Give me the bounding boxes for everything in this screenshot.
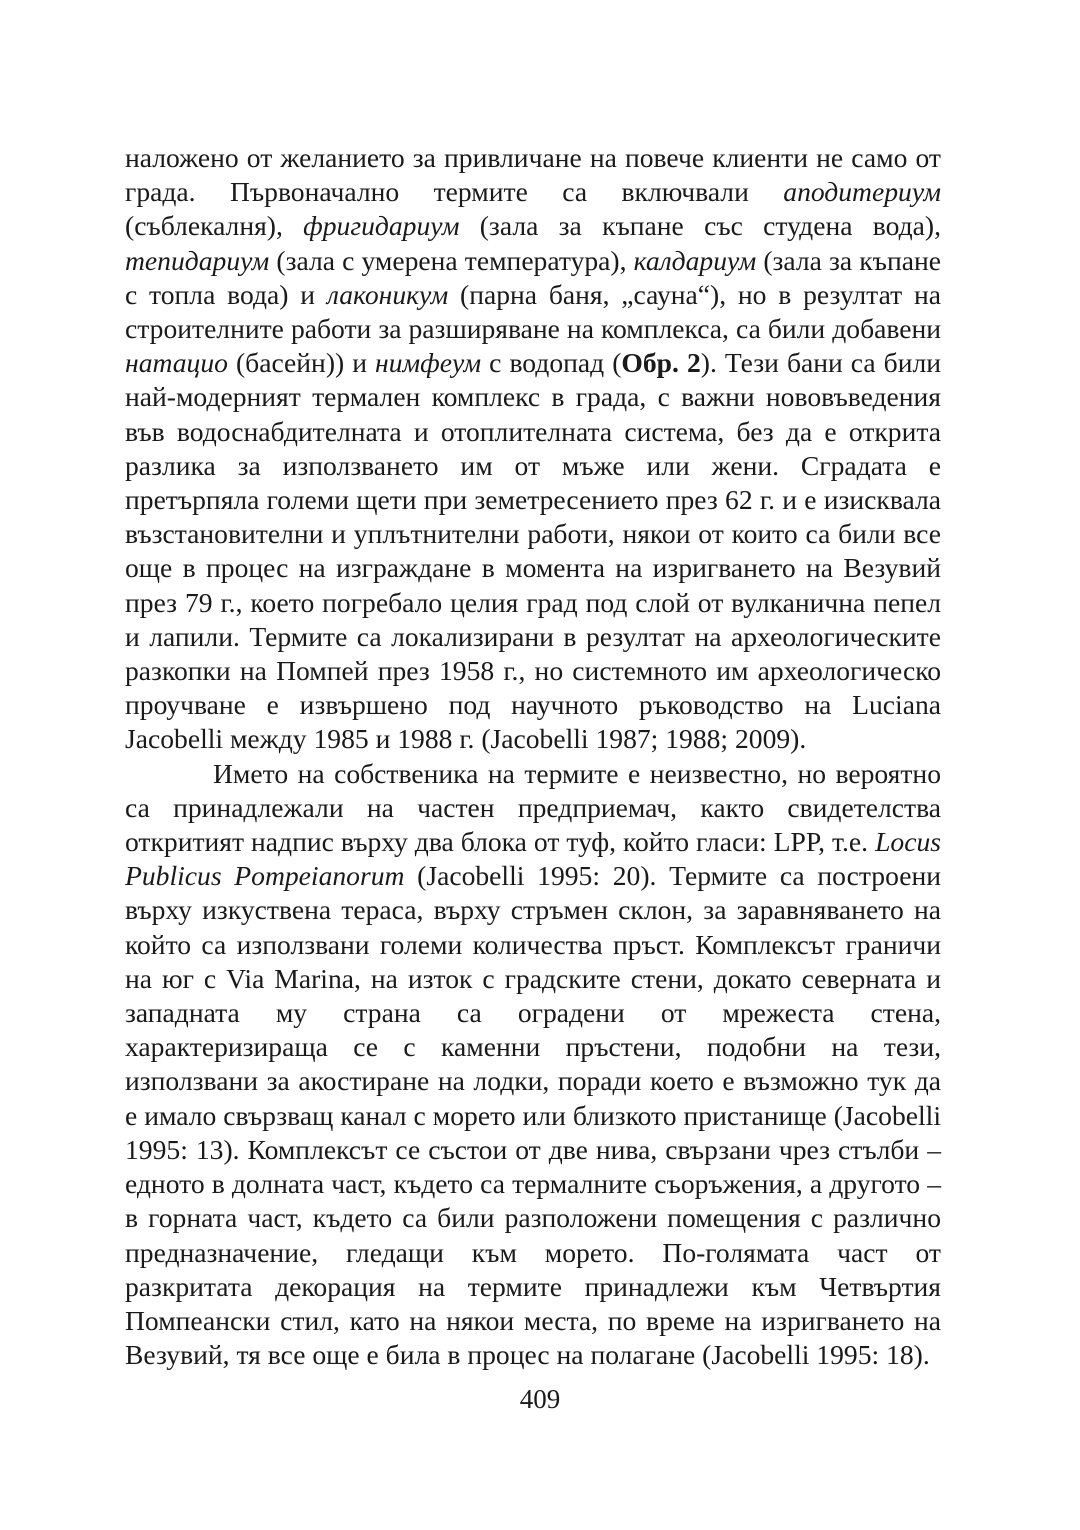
italic-term: калдариум [633,244,757,276]
text-run: (зала за къпане със студена вода), [459,210,941,242]
italic-term: натацио [125,347,228,379]
body-text [125,141,941,1372]
italic-term: лаконикум [326,278,449,310]
text-run: с водопад ( [481,347,622,379]
text-run: (парна баня, „сауна“), но в резултат на строителните работи за разширяване на комплекса, са били добавени [125,278,941,345]
italic-term: нимфеум [375,347,482,379]
text-run: (Jacobelli 1995: 20). Термите са построени върху изкуствена тераса, върху стръмен склон, за заравняването на който са използвани големи количества пръст. Комплексът граничи на юг с Via Marina, на изток с градските стени, докато северната и западната му страна са оградени от мрежеста стена, характеризираща се с каменни пръстени, подобни на тези, използвани за акостиране на лодки, поради което е възможно тук да е имало свързващ канал с морето или близкото пристанище (Jacobelli 1995: 13). Комплексът се състои от две нива, свързани чрез стълби – едното в долната част, където са термалните съоръжения, а другото – в горната част, където са били разположени помещения с различно предназначение, гледащи към морето. По-голямата част от разкритата декорация на термите принадлежи към Четвъртия Помпеански стил, като на някои места, по време на изригването на Везувий, тя все още е била в процес на полагане (Jacobelli 1995: 18). [125,860,941,1371]
text-run: наложено от желанието за привличане на повече клиенти не само от града. Първоначално термите са включвали [125,142,941,208]
italic-term: аподитериум [783,176,941,208]
text-run: ). Тези бани са били най-модерният термален комплекс в града, с важни нововъведения във водоснабдителната и отоплителната система, без да е открита разлика за използването им от мъже или жени. Сградата е претърпяла големи щети при земетресението през 62 г. и е изисквала възстановителни и уплътнителни работи, някои от които са били все още в процес на изграждане в момента на изригването на Везувий през 79 г., което погребало целия град под слой от вулканична пепел и лапили. Термите са локализирани в резултат на археологическите разкопки на Помпей през 1958 г., но системното им археологическо проучване е извършено под научното ръководство на Luciana Jacobelli между 1985 и 1988 г. (Jacobelli 1987; 1988; 2009). [125,347,942,755]
italic-term: тепидариум [125,244,270,276]
text-run: (съблекалня), [125,210,304,242]
paragraph [125,141,941,757]
text-run: (зала за къпане с топла вода) и [125,244,941,310]
page-number: 409 [519,1384,561,1414]
italic-term: Locus Publicus Pompeianorum [125,826,941,892]
italic-term: фригидариум [303,210,460,242]
text-run: (зала с умерена температура), [269,244,634,276]
paragraph [125,757,941,1373]
text-run: Името на собственика на термите е неизвестно, но вероятно са принадлежали на частен предприемач, както свидетелства откритият надпис върху два блока от туф, който гласи: LPP, т.е. [125,757,941,858]
text-run: (басейн)) и [227,347,376,379]
figure-reference: Обр. 2 [621,347,701,379]
